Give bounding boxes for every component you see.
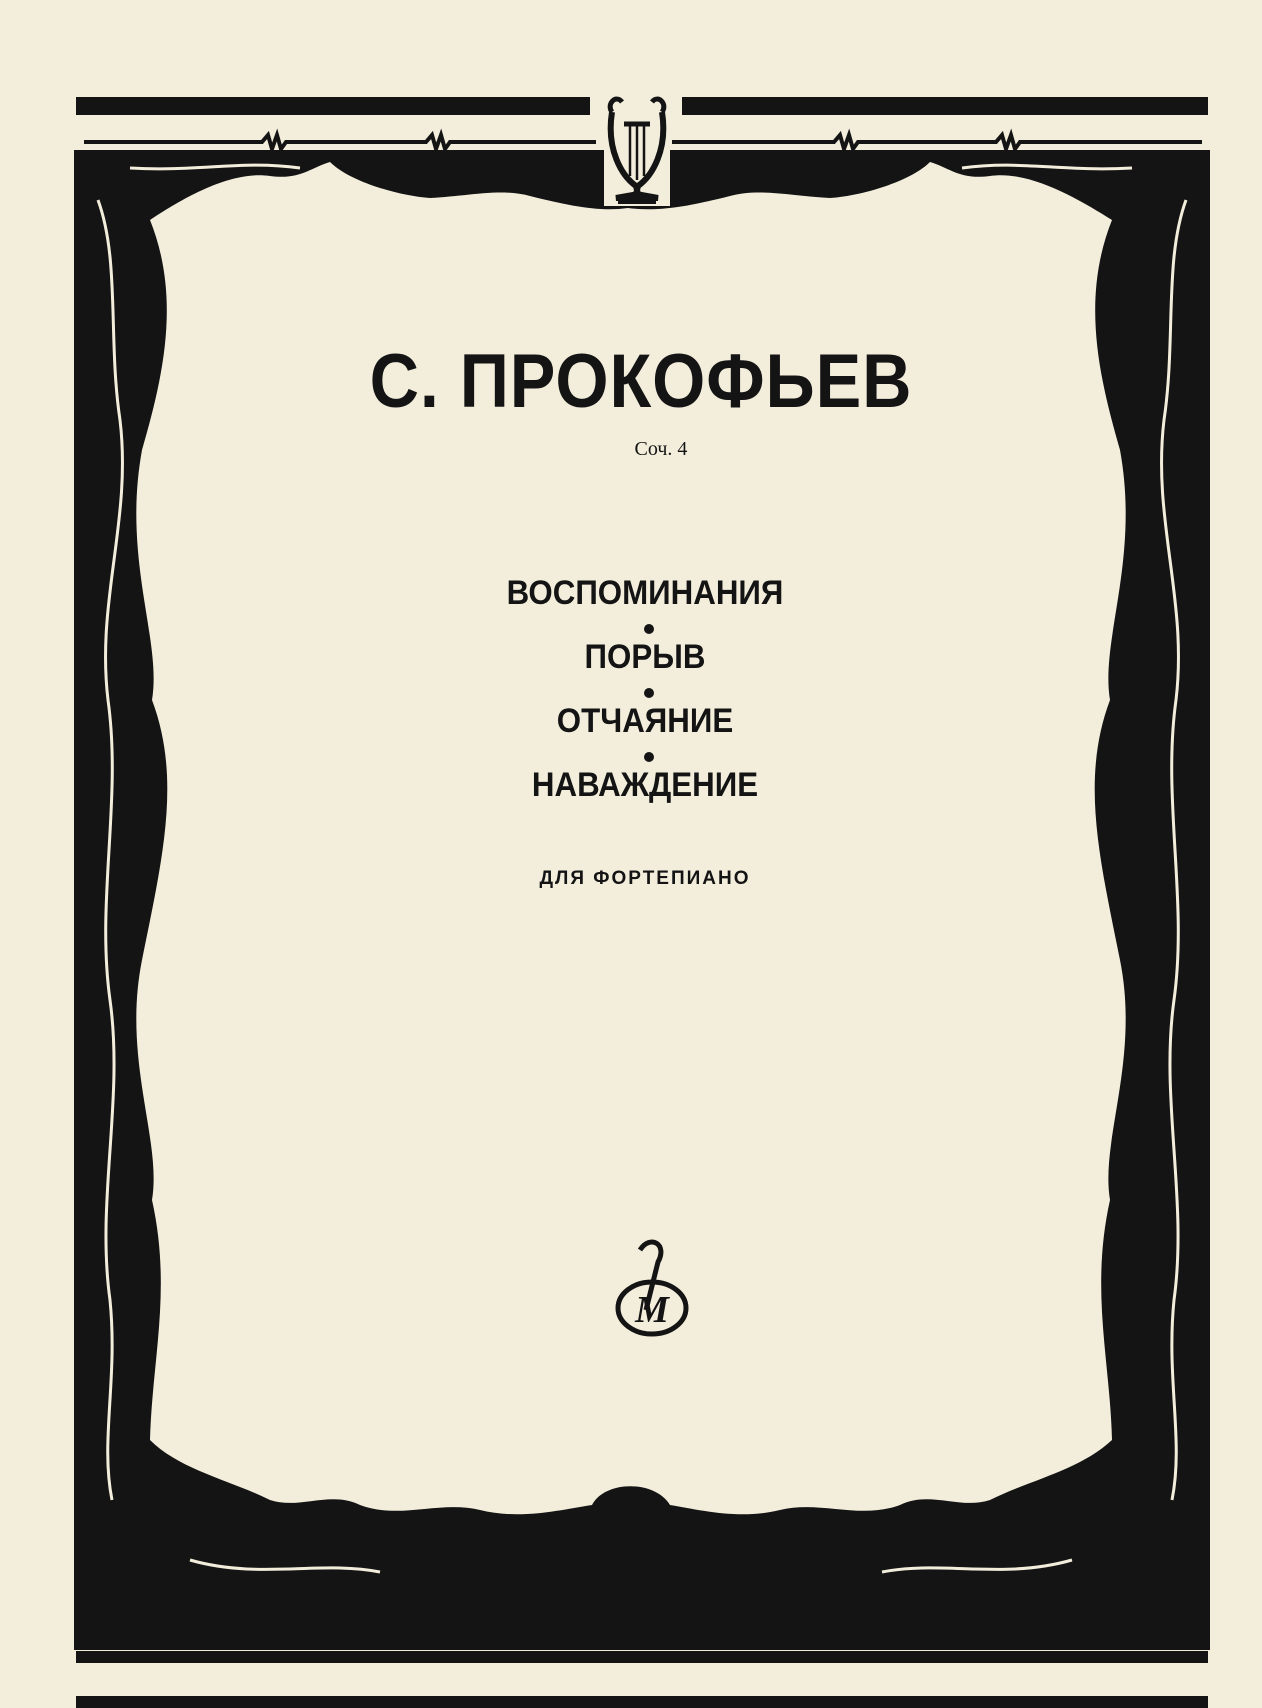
bottom-heavy-bar xyxy=(76,1696,1208,1708)
separator-dot xyxy=(644,752,654,762)
piece-title: НАВАЖДЕНИЕ xyxy=(531,766,759,804)
piece-title: ОТЧАЯНИЕ xyxy=(556,702,734,740)
publisher-logo-icon xyxy=(618,1242,686,1334)
piece-title: ВОСПОМИНАНИЯ xyxy=(506,574,784,612)
separator-dot xyxy=(644,688,654,698)
publisher-name: ИЗДАТЕЛЬСТВО «МУЗЫКА» xyxy=(435,1566,855,1589)
instrument-label: ДЛЯ ФОРТЕПИАНО xyxy=(539,868,751,889)
piece-title: ПОРЫВ xyxy=(584,638,706,676)
city-year: МОСКВА 1982 xyxy=(540,1608,750,1631)
separator-dot xyxy=(644,624,654,634)
svg-text:М: М xyxy=(635,1289,669,1331)
lyre-icon xyxy=(604,86,670,206)
opus-number: Соч. 4 xyxy=(634,438,688,460)
composer-name: С. ПРОКОФЬЕВ xyxy=(369,339,913,424)
